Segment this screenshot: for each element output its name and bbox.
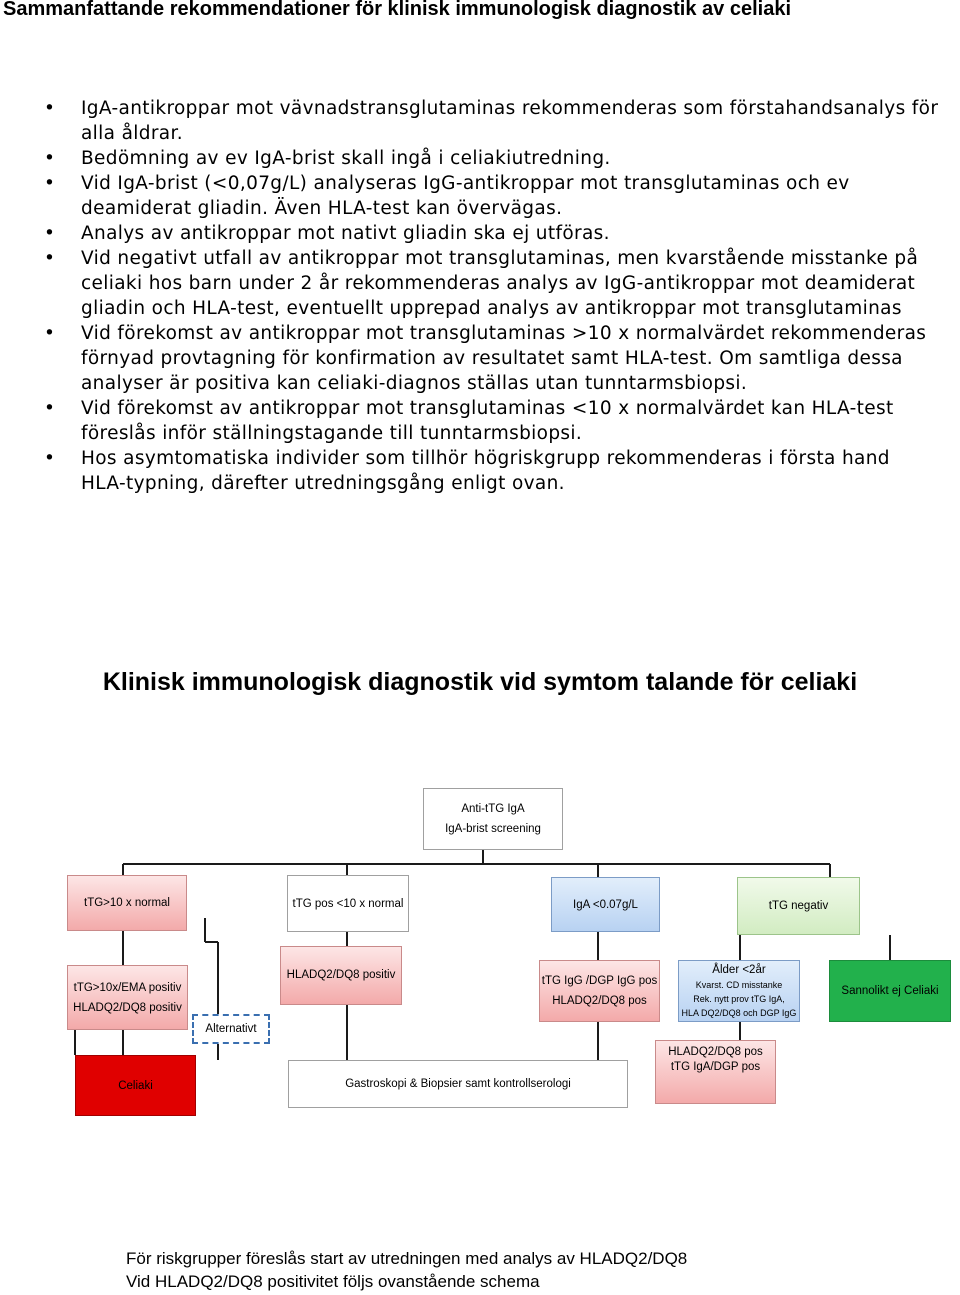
ttg-low-box: tTG pos <10 x normal (287, 875, 409, 932)
igg-positive-box: tTG IgG /DGP IgG pos HLADQ2/DQ8 pos (539, 960, 660, 1022)
recommendation-item: • Vid förekomst av antikroppar mot transglutaminas <10 x normalvärdet kan HLA-test föreslås inför ställningstagande till tunntarmsbiopsi. (44, 398, 894, 444)
ttg-high-box: tTG>10 x normal (67, 875, 187, 931)
recommendation-item: • Vid förekomst av antikroppar mot transglutaminas >10 x normalvärdet rekommenderas förnyad provtagning för konfirmation av resultatet samt HLA-test. Om samtliga dessa analyser är positiva kan celiaki-diagnos ställas utan tunntarmsbiopsi. (44, 323, 927, 394)
celiaki-box: Celiaki (75, 1055, 196, 1116)
bullet-icon: • (44, 448, 56, 469)
recommendation-item: • Vid IgA-brist (<0,07g/L) analyseras IgG-antikroppar mot transglutaminas och ev deamiderat gliadin. Även HLA-test kan övervägas. (44, 173, 850, 219)
age-under-two-box: Ålder <2år Kvarst. CD misstanke Rek. nytt prov tTG IgA, HLA DQ2/DQ8 och DGP IgG (678, 960, 800, 1022)
recommendation-item: • Bedömning av ev IgA-brist skall ingå i celiakiutredning. (44, 148, 611, 169)
bullet-icon: • (44, 173, 56, 194)
bullet-icon: • (44, 248, 56, 269)
bullet-icon: • (44, 98, 56, 119)
iga-low-box: IgA <0.07g/L (551, 877, 660, 932)
gastroscopy-box: Gastroskopi & Biopsier samt kontrollserologi (288, 1060, 628, 1108)
hla-dgp-positive-box: HLADQ2/DQ8 pos tTG IgA/DGP pos (655, 1040, 776, 1104)
ema-positive-box: tTG>10x/EMA positiv HLADQ2/DQ8 positiv (67, 965, 188, 1030)
page-title: Sammanfattande rekommendationer för klinisk immunologisk diagnostik av celiaki (3, 0, 791, 20)
footer-note: För riskgrupper föreslås start av utredningen med analys av HLADQ2/DQ8 Vid HLADQ2/DQ8 positivitet följs ovanstående schema (126, 1249, 688, 1291)
bullet-icon: • (44, 148, 56, 169)
recommendation-item: • Analys av antikroppar mot nativt gliadin ska ej utföras. (44, 223, 610, 244)
unlikely-celiaki-box: Sannolikt ej Celiaki (829, 960, 951, 1022)
hla-positive-box: HLADQ2/DQ8 positiv (280, 946, 402, 1005)
bullet-icon: • (44, 323, 56, 344)
alternative-box: Alternativt (192, 1014, 270, 1044)
recommendation-item: • IgA-antikroppar mot vävnadstransglutaminas rekommenderas som förstahandsanalys för alla åldrar. (44, 98, 939, 144)
recommendation-item: • Hos asymtomatiska individer som tillhör högriskgrupp rekommenderas i första hand HLA-typning, därefter utredningsgång enligt ovan. (44, 448, 890, 494)
ttg-negative-box: tTG negativ (737, 877, 860, 935)
flowchart-title: Klinisk immunologisk diagnostik vid symtom talande för celiaki (102, 668, 858, 696)
bullet-icon: • (44, 398, 56, 419)
recommendation-item: • Vid negativt utfall av antikroppar mot transglutaminas, men kvarstående misstanke på celiaki hos barn under 2 år rekommenderas analys av IgG-antikroppar mot deamiderat gliadin och HLA-test, eventuellt upprepad analys av antikroppar mot transglutaminas (44, 248, 919, 319)
bullet-icon: • (44, 223, 56, 244)
screening-box: Anti-tTG IgA IgA-brist screening (423, 788, 563, 850)
